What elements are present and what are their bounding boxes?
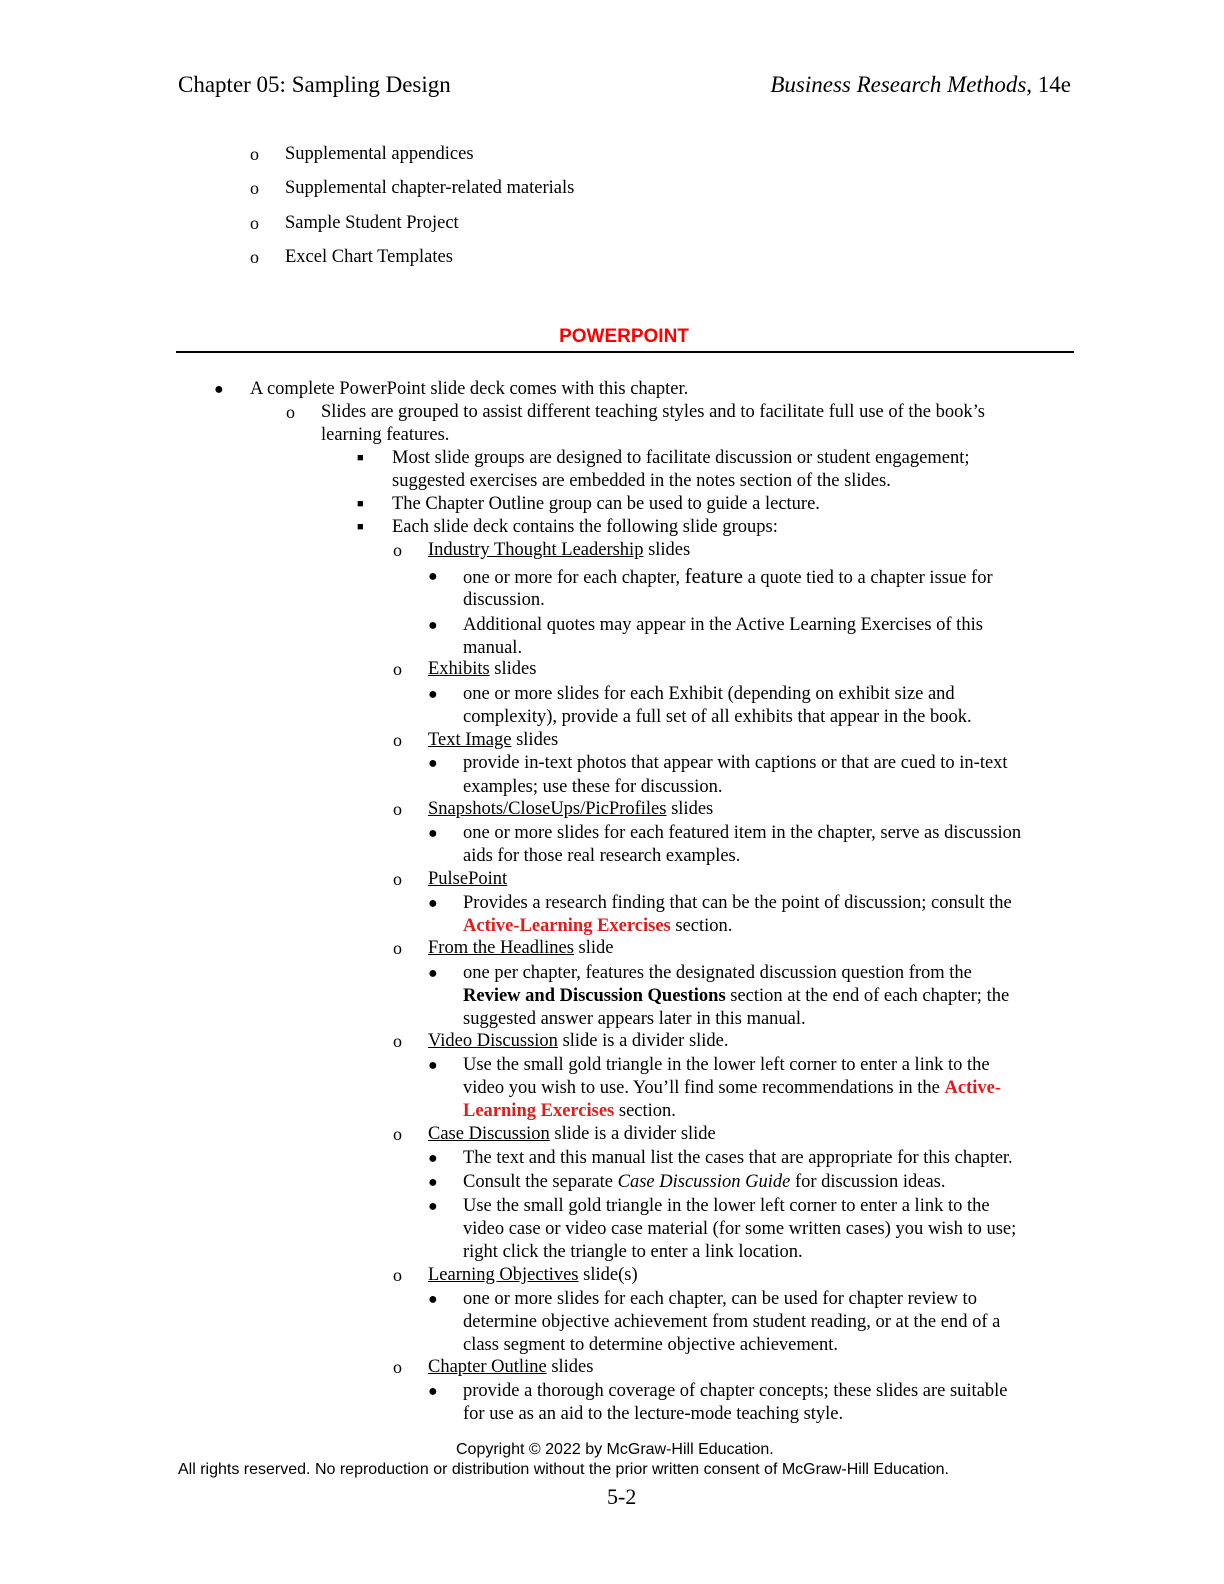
slide-group-text-image: Text Image slides — [428, 730, 559, 750]
list-item: one or more for each chapter, feature a quote tied to a chapter issue for — [463, 564, 993, 588]
bullet-icon: ● — [428, 825, 438, 842]
slide-group-snapshots: Snapshots/CloseUps/PicProfiles slides — [428, 799, 714, 819]
circle-bullet-icon: o — [393, 659, 402, 679]
circle-bullet-icon: o — [250, 213, 259, 233]
list-item: provide in-text photos that appear with captions or that are cued to in-text — [463, 753, 1008, 773]
circle-bullet-icon: o — [393, 730, 402, 750]
list-item: one or more slides for each chapter, can be used for chapter review to — [463, 1289, 977, 1309]
slide-group-objectives: Learning Objectives slide(s) — [428, 1265, 638, 1285]
bullet-icon: ● — [214, 381, 224, 398]
circle-bullet-icon: o — [393, 938, 402, 958]
circle-bullet-icon: o — [393, 869, 402, 889]
list-item-cont: for use as an aid to the lecture-mode teaching style. — [463, 1404, 844, 1424]
list-item-cont: suggested answer appears later in this manual. — [463, 1009, 806, 1029]
square-bullet-icon: ■ — [357, 521, 364, 533]
list-item: A complete PowerPoint slide deck comes with this chapter. — [250, 379, 689, 399]
slide-group-case: Case Discussion slide is a divider slide — [428, 1124, 716, 1144]
bullet-icon: ● — [428, 965, 438, 982]
section-divider — [176, 351, 1074, 353]
circle-bullet-icon: o — [393, 1124, 402, 1144]
list-item-cont: class segment to determine objective achievement. — [463, 1335, 838, 1355]
circle-bullet-icon: o — [393, 1265, 402, 1285]
list-item-cont: video case or video case material (for some written cases) you wish to use; — [463, 1219, 1017, 1239]
bullet-icon: ● — [428, 686, 438, 703]
circle-bullet-icon: o — [250, 178, 259, 198]
list-item-cont: discussion. — [463, 590, 545, 610]
slide-group-video: Video Discussion slide is a divider slide. — [428, 1031, 729, 1051]
bullet-icon: ● — [428, 1198, 438, 1215]
list-item-cont: video you wish to use. You’ll find some recommendations in the Active- — [463, 1078, 1001, 1098]
circle-bullet-icon: o — [393, 1357, 402, 1377]
slide-group-industry: Industry Thought Leadership slides — [428, 540, 691, 560]
circle-bullet-icon: o — [250, 247, 259, 267]
bullet-icon: ● — [428, 755, 438, 772]
list-item: The Chapter Outline group can be used to guide a lecture. — [392, 494, 820, 514]
list-item: Use the small gold triangle in the lower left corner to enter a link to the — [463, 1055, 990, 1075]
book-edition: , 14e — [1026, 72, 1071, 97]
list-item-cont: determine objective achievement from student reading, or at the end of a — [463, 1312, 1001, 1332]
list-item: Most slide groups are designed to facilitate discussion or student engagement; — [392, 448, 970, 468]
list-item-cont: right click the triangle to enter a link location. — [463, 1242, 803, 1262]
circle-bullet-icon: o — [250, 144, 259, 164]
bullet-icon: ● — [428, 1057, 438, 1074]
list-item-cont: Active-Learning Exercises section. — [463, 916, 733, 936]
header-book — [770, 72, 1071, 98]
footer-copyright: Copyright © 2022 by McGraw-Hill Education. — [456, 1441, 774, 1458]
list-item: Each slide deck contains the following slide groups: — [392, 517, 778, 537]
page-number: 5-2 — [607, 1484, 637, 1509]
list-item: Excel Chart Templates — [285, 247, 453, 267]
footer-rights: All rights reserved. No reproduction or distribution without the prior written consent of McGraw-Hill Education. — [178, 1461, 949, 1478]
slide-group-pulsepoint: PulsePoint — [428, 869, 508, 889]
list-item-cont: manual. — [463, 638, 523, 658]
list-item-cont: complexity), provide a full set of all exhibits that appear in the book. — [463, 707, 972, 727]
slide-group-headlines: From the Headlines slide — [428, 938, 614, 958]
slide-group-exhibits: Exhibits slides — [428, 659, 537, 679]
bullet-icon: ● — [428, 1383, 438, 1400]
list-item: Use the small gold triangle in the lower left corner to enter a link to the — [463, 1196, 990, 1216]
list-item: one or more slides for each featured item in the chapter, serve as discussion — [463, 823, 1022, 843]
list-item: provide a thorough coverage of chapter concepts; these slides are suitable — [463, 1381, 1008, 1401]
bullet-icon: ● — [428, 1150, 438, 1167]
list-item-cont: examples; use these for discussion. — [463, 777, 723, 797]
header-chapter: Chapter 05: Sampling Design — [178, 72, 451, 97]
list-item: one or more slides for each Exhibit (depending on exhibit size and — [463, 684, 955, 704]
list-item-cont: learning features. — [321, 425, 450, 445]
list-item: one per chapter, features the designated discussion question from the — [463, 963, 972, 983]
list-item: Consult the separate Case Discussion Guide for discussion ideas. — [463, 1172, 946, 1192]
list-item: Supplemental appendices — [285, 144, 474, 164]
bullet-icon: ● — [428, 895, 438, 912]
book-title: Business Research Methods — [770, 72, 1027, 97]
list-item: Sample Student Project — [285, 213, 459, 233]
list-item: Slides are grouped to assist different teaching styles and to facilitate full use of the book’s — [321, 402, 985, 422]
list-item-cont: Review and Discussion Questions section at the end of each chapter; the — [463, 986, 1010, 1006]
list-item-cont: suggested exercises are embedded in the notes section of the slides. — [392, 471, 891, 491]
list-item-cont: Learning Exercises section. — [463, 1101, 676, 1121]
list-item: Provides a research finding that can be the point of discussion; consult the — [463, 893, 1012, 913]
bullet-icon: ● — [428, 617, 438, 634]
circle-bullet-icon: o — [393, 1031, 402, 1051]
section-title: POWERPOINT — [559, 326, 689, 347]
circle-bullet-icon: o — [393, 540, 402, 560]
slide-group-outline: Chapter Outline slides — [428, 1357, 594, 1377]
square-bullet-icon: ■ — [357, 452, 364, 464]
bullet-icon: ● — [428, 568, 438, 585]
list-item: Additional quotes may appear in the Active Learning Exercises of this — [463, 615, 983, 635]
list-item-cont: aids for those real research examples. — [463, 846, 741, 866]
bullet-icon: ● — [428, 1291, 438, 1308]
list-item: Supplemental chapter-related materials — [285, 178, 575, 198]
bullet-icon: ● — [428, 1174, 438, 1191]
square-bullet-icon: ■ — [357, 498, 364, 510]
list-item: The text and this manual list the cases that are appropriate for this chapter. — [463, 1148, 1013, 1168]
circle-bullet-icon: o — [286, 402, 295, 422]
circle-bullet-icon: o — [393, 799, 402, 819]
